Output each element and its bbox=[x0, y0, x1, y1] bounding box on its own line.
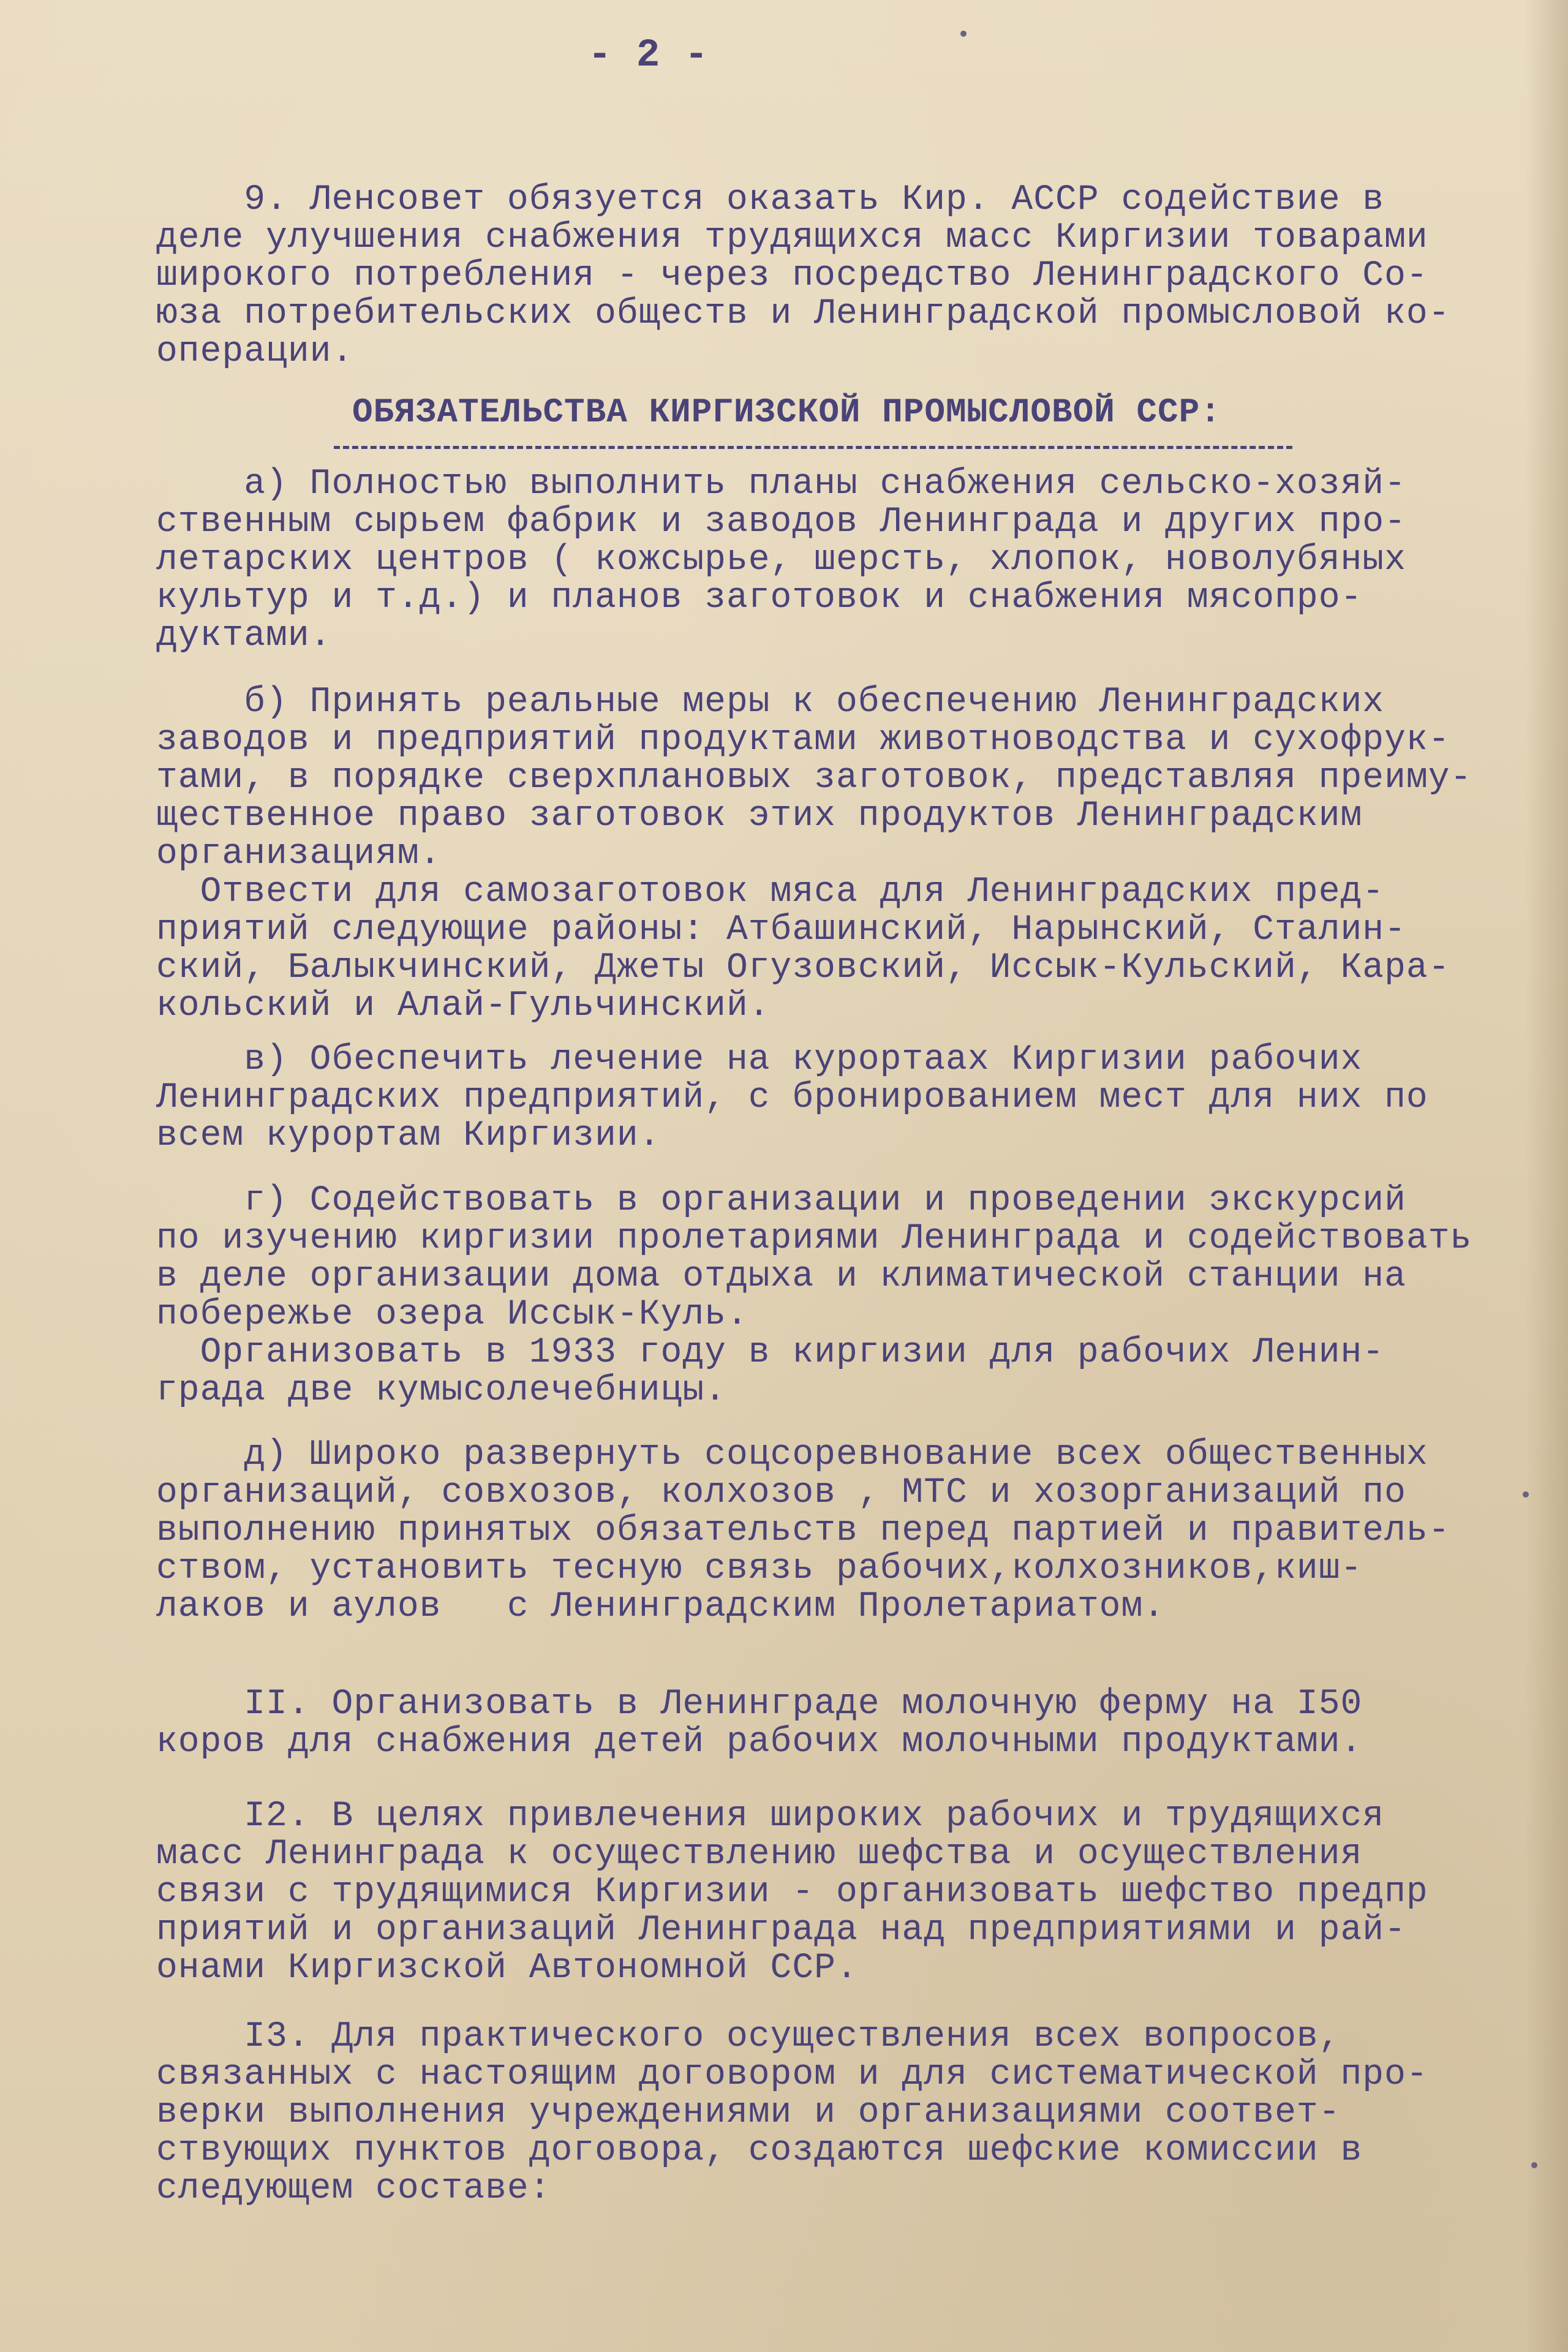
text-line: д) Широко развернуть соцсоревнование всех общественных bbox=[156, 1435, 1428, 1475]
paragraph-item-b bbox=[156, 684, 1516, 1025]
paragraph-item-11 bbox=[156, 1686, 1516, 1762]
text-line: всем курортам Киргизии. bbox=[156, 1116, 661, 1156]
text-line: ствующих пунктов договора, создаются шефские комиссии в bbox=[156, 2131, 1363, 2171]
ink-speck bbox=[960, 31, 967, 37]
text-line: выполнению принятых обязательств перед партией и правитель- bbox=[156, 1511, 1450, 1551]
text-line: организациям. bbox=[156, 834, 442, 874]
text-line: в) Обеспечить лечение на курортаах Киргизии рабочих bbox=[156, 1040, 1363, 1080]
paragraph-item-13 bbox=[156, 2018, 1516, 2208]
text-line: связи с трудящимися Киргизии - организовать шефство предпр bbox=[156, 1872, 1428, 1912]
paragraph-item-a bbox=[156, 466, 1516, 655]
text-line: Организовать в 1933 году в киргизии для рабочих Ленин- bbox=[156, 1333, 1385, 1373]
text-line: деле улучшения снабжения трудящихся масс Киргизии товарами bbox=[156, 218, 1428, 258]
text-line: по изучению киргизии пролетариями Ленинграда и содействовать bbox=[156, 1219, 1472, 1259]
text-line: заводов и предприятий продуктами животноводства и сухофрук- bbox=[156, 720, 1450, 760]
text-line: щественное право заготовок этих продуктов Ленинградским bbox=[156, 796, 1363, 836]
text-line: II. Организовать в Ленинграде молочную ферму на I50 bbox=[156, 1684, 1363, 1724]
text-line: ством, установить тесную связь рабочих,колхозников,киш- bbox=[156, 1549, 1363, 1589]
text-line: града две кумысолечебницы. bbox=[156, 1371, 726, 1411]
text-line: I2. В целях привлечения широких рабочих и трудящихся bbox=[156, 1796, 1385, 1836]
text-line: ский, Балыкчинский, Джеты Огузовский, Иссык-Кульский, Кара- bbox=[156, 948, 1450, 988]
text-line: операции. bbox=[156, 332, 354, 372]
text-line: дуктами. bbox=[156, 616, 332, 656]
paper-edge-shadow bbox=[1525, 0, 1568, 2352]
text-line: I3. Для практического осуществления всех вопросов, bbox=[156, 2017, 1341, 2057]
paragraph-item-v bbox=[156, 1041, 1516, 1155]
text-line: связанных с настоящим договором и для систематической про- bbox=[156, 2055, 1428, 2095]
text-line: культур и т.д.) и планов заготовок и снабжения мясопро- bbox=[156, 578, 1363, 618]
paragraph-item-12 bbox=[156, 1798, 1516, 1988]
text-line: ственным сырьем фабрик и заводов Ленинграда и других про- bbox=[156, 502, 1406, 542]
text-line: побережье озера Иссык-Куль. bbox=[156, 1295, 748, 1335]
heading-underline bbox=[334, 446, 1292, 449]
text-line: организаций, совхозов, колхозов , МТС и хозорганизаций по bbox=[156, 1473, 1406, 1513]
text-line: онами Киргизской Автономной ССР. bbox=[156, 1948, 858, 1988]
text-line: Ленинградских предприятий, с бронированием мест для них по bbox=[156, 1078, 1428, 1118]
text-line: масс Ленинграда к осуществлению шефства и осуществления bbox=[156, 1834, 1363, 1874]
paragraph-item-9 bbox=[156, 181, 1516, 371]
ink-speck bbox=[1531, 2162, 1537, 2168]
text-line: лаков и аулов с Ленинградским Пролетариатом. bbox=[156, 1587, 1166, 1627]
ink-speck bbox=[1523, 1491, 1529, 1498]
text-line: тами, в порядке сверхплановых заготовок, представляя преиму- bbox=[156, 758, 1472, 798]
text-line: широкого потребления - через посредство Ленинградского Со- bbox=[156, 256, 1428, 296]
text-line: приятий и организаций Ленинграда над предприятиями и рай- bbox=[156, 1910, 1406, 1950]
text-line: юза потребительских обществ и Ленинградской промысловой ко- bbox=[156, 294, 1450, 334]
text-line: в деле организации дома отдыха и климатической станции на bbox=[156, 1257, 1406, 1297]
paragraph-item-d bbox=[156, 1436, 1516, 1626]
text-line: приятий следующие районы: Атбашинский, Нарынский, Сталин- bbox=[156, 910, 1406, 950]
text-line: летарских центров ( кожсырье, шерсть, хлопок, новолубяных bbox=[156, 540, 1406, 580]
text-line: кольский и Алай-Гульчинский. bbox=[156, 986, 771, 1026]
text-line: а) Полностью выполнить планы снабжения сельско-хозяй- bbox=[156, 464, 1406, 504]
paragraph-item-g bbox=[156, 1182, 1516, 1410]
text-line: верки выполнения учреждениями и организациями соответ- bbox=[156, 2093, 1341, 2133]
text-line: г) Содействовать в организации и проведении экскурсий bbox=[156, 1181, 1406, 1221]
text-line: коров для снабжения детей рабочих молочными продуктами. bbox=[156, 1722, 1363, 1762]
text-line: Отвести для самозаготовок мяса для Ленинградских пред- bbox=[156, 872, 1385, 912]
text-line: б) Принять реальные меры к обеспечению Ленинградских bbox=[156, 682, 1385, 722]
page-number: - 2 - bbox=[588, 34, 709, 78]
text-line: следующем составе: bbox=[156, 2169, 551, 2209]
section-heading: ОБЯЗАТЕЛЬСТВА КИРГИЗСКОЙ ПРОМЫСЛОВОЙ ССР: bbox=[352, 393, 1221, 432]
text-line: 9. Ленсовет обязуется оказать Кир. АССР содействие в bbox=[156, 180, 1385, 220]
